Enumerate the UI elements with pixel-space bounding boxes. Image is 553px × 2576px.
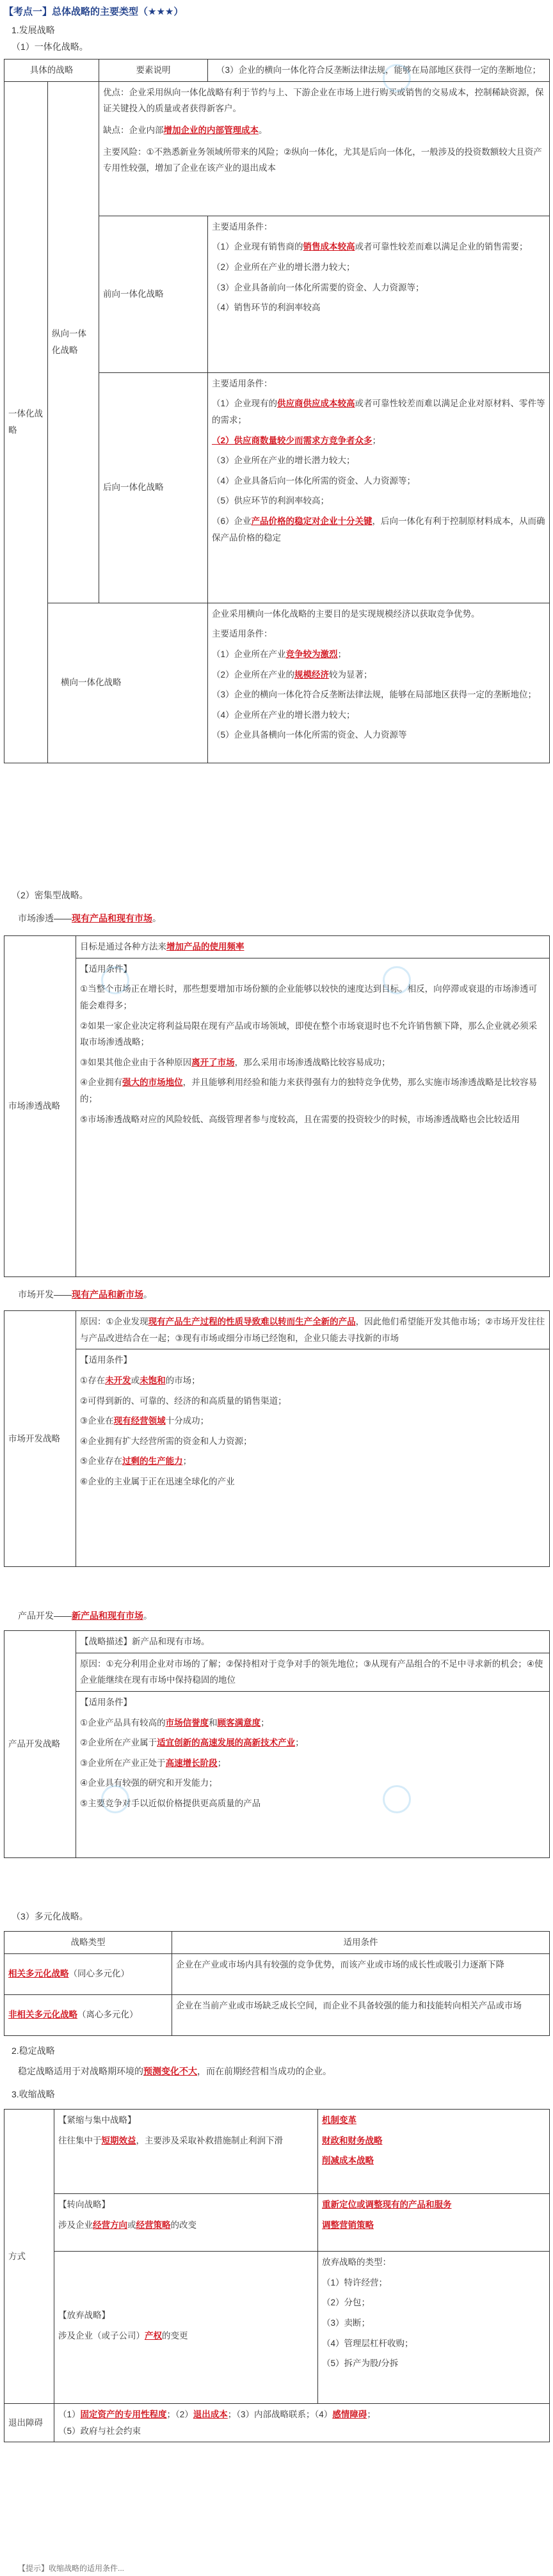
text — [80, 1715, 545, 1731]
text — [80, 1372, 545, 1389]
highlight: 规模经济 — [294, 669, 330, 680]
market-penetration-table — [4, 935, 550, 1277]
text: 【适用条件】 — [80, 964, 132, 974]
table-cell — [318, 2110, 550, 2194]
table-cell — [54, 2194, 318, 2252]
text: （1）企业现有的 — [212, 399, 278, 409]
highlight: 未饱和 — [140, 1375, 166, 1385]
text — [80, 1074, 545, 1107]
text — [58, 2133, 314, 2149]
text: ④企业拥有扩大经营所需的资金和人力资源； — [80, 1436, 252, 1446]
text: ③企业所在产业正处于 — [80, 1758, 166, 1768]
text: ； — [367, 2410, 376, 2419]
text: 的变更 — [162, 2330, 188, 2341]
table-cell — [99, 81, 550, 216]
text — [18, 911, 161, 926]
text: ①存在 — [80, 1375, 106, 1385]
text: ，而在前期经营相当成功的企业。 — [197, 2066, 332, 2076]
strategy-label — [4, 1953, 172, 1994]
text: 优点：企业采用纵向一体化战略有利于节约与上、下游企业在市场上进行购买或销售的交易成本，控制稀缺资源，保证关键投入的质量或者获得新客户。 — [103, 87, 544, 114]
text: 原因：①企业发现 — [80, 1317, 148, 1326]
table-cell: 原因：①充分利用企业对市场的了解；②保持相对于竞争对手的领先地位；③从现有产品组合的不足中寻求新的机会；④使企业能继续在现有市场中保持稳固的地位 — [76, 1653, 550, 1691]
text: （3）企业具备前向一体化所需要的资金、人力资源等； — [212, 282, 424, 292]
text: （2）企业所在产业的增长潜力较大； — [212, 262, 355, 272]
text: ④企业拥有 — [80, 1077, 123, 1088]
highlight: 退出成本 — [193, 2410, 228, 2419]
table-cell — [208, 372, 550, 603]
text — [18, 1609, 152, 1624]
text — [212, 395, 545, 428]
highlight: 现有产品生产过程的性质导致难以转而生产全新的产品 — [148, 1317, 356, 1326]
text — [80, 1735, 545, 1751]
product-development-table — [4, 1630, 550, 1858]
highlight: 未开发 — [105, 1375, 131, 1385]
text: ②如果一家企业决定将利益局限在现有产品或市场领域，即使在整个市场衰退时也不允许销售额下降，那么企业就必须采取市场渗透战略； — [80, 1021, 538, 1047]
page-title: 【考点一】总体战略的主要类型（★★★） — [4, 6, 184, 17]
text: 或者可靠性较差而难以满足企业的销售需要； — [355, 242, 528, 252]
highlight: 增加企业的内部管理成本 — [163, 125, 259, 135]
text: 目标是通过各种方法来 — [80, 942, 166, 951]
text: 或 — [131, 1375, 140, 1385]
text: （4）企业所在产业的增长潜力较大； — [212, 710, 355, 720]
text: ⑥企业的主业属于正在迅速全球化的产业 — [80, 1477, 235, 1487]
text: ①企业产品具有较高的 — [80, 1717, 166, 1728]
text: （5）政府与社会约束 — [58, 2426, 141, 2436]
retrenchment-table — [4, 2109, 550, 2442]
text: （3）卖断； — [322, 2318, 371, 2328]
highlight: 竞争较为激烈 — [285, 649, 338, 659]
text: 缺点：企业内部 — [103, 125, 164, 135]
table-cell — [76, 936, 550, 958]
integration-table — [4, 59, 550, 763]
highlight: 削减成本战略 — [322, 2156, 374, 2166]
text: ③企业在 — [80, 1416, 114, 1426]
text: ； — [372, 435, 381, 445]
text: （4）销售环节的利润率较高 — [212, 303, 321, 313]
strategy-label: 退出障碍 — [4, 2404, 54, 2442]
text: 【适用条件】 — [80, 1355, 132, 1365]
highlight: 经营方向 — [93, 2220, 127, 2230]
text — [212, 646, 545, 663]
text: 企业采用横向一体化战略的主要目的是实现规模经济以获取竞争优势。 — [212, 608, 480, 619]
highlight: 财政和财务战略 — [322, 2135, 383, 2145]
highlight: 产权 — [145, 2330, 162, 2341]
text: 【放弃战略】 — [58, 2310, 110, 2320]
highlight: 调整营销策略 — [322, 2220, 374, 2230]
table-header: 要素说明 — [99, 60, 208, 82]
table-cell — [208, 603, 550, 763]
table-cell — [318, 2194, 550, 2252]
highlight: 顾客满意度 — [217, 1717, 261, 1728]
text: 或 — [127, 2220, 136, 2230]
highlight: 销售成本较高 — [303, 242, 355, 252]
highlight: 强大的市场地位 — [122, 1077, 183, 1088]
text: 【转向战略】 — [58, 2200, 110, 2209]
table-cell: 企业在当前产业或市场缺乏成长空间，而企业不具备较强的能力和技能转向相关产品或市场 — [172, 1994, 550, 2035]
strategy-label: 纵向一体化战略 — [48, 81, 99, 603]
text: 十分成功； — [165, 1416, 209, 1426]
text: 市场渗透—— — [18, 913, 72, 923]
strategy-label: 市场开发战略 — [4, 1311, 76, 1567]
table-cell: 【战略描述】新产品和现有市场。 — [76, 1631, 550, 1653]
highlight: 产品价格的稳定对企业十分关键 — [251, 516, 373, 527]
text — [18, 1287, 152, 1303]
text: ； — [217, 1758, 227, 1768]
highlight: 供应商供应成本较高 — [277, 399, 355, 409]
text: （6）企业 — [212, 516, 252, 527]
text: 市场开发—— — [18, 1289, 72, 1300]
table-cell: 企业在产业或市场内具有较强的竞争优势，而该产业或市场的成长性或吸引力逐渐下降 — [172, 1953, 550, 1994]
text: ③如果其他企业由于各种原因 — [80, 1057, 192, 1067]
text — [80, 1755, 545, 1772]
highlight: 过剩的生产能力 — [122, 1456, 183, 1467]
text — [103, 122, 545, 139]
highlight: 现有产品和新市场 — [72, 1289, 143, 1300]
text: （5）供应环节的利润率较高； — [212, 496, 330, 506]
text: 和 — [209, 1717, 218, 1728]
text — [58, 2217, 314, 2234]
text: （2）企业所在产业的 — [212, 669, 295, 680]
text: 产品开发—— — [18, 1610, 72, 1621]
text: 主要风险：①不熟悉新业务领域所带来的风险；②纵向一体化，尤其是后向一体化，一般涉及的投资数额较大且资产专用性较强，增加了企业在该产业的退出成本 — [103, 147, 542, 173]
text: 或者可靠性较差而难以满足企业对原材料、零件等的需求； — [212, 399, 545, 425]
text: 主要适用条件： — [212, 378, 273, 388]
text: 的改变 — [170, 2220, 196, 2230]
text: （5）企业具备横向一体化所需的资金、人力资源等 — [212, 730, 407, 740]
highlight: 机制变革 — [322, 2115, 357, 2125]
text: 。 — [152, 913, 161, 923]
text: ； — [260, 1717, 269, 1728]
text: 的市场； — [165, 1375, 200, 1385]
text: ，并且能够利用经验和能力来获得强有力的独特竞争优势，那么实施市场渗透战略是比较容易的； — [80, 1077, 538, 1104]
market-development-table — [4, 1310, 550, 1567]
text — [80, 1453, 545, 1470]
text: （3）企业所在产业的增长潜力较大； — [212, 456, 355, 466]
text: ①当整个市场正在增长时，那些想要增加市场份额的企业能够以较快的速度达到目标。相反，向停滞或衰退的市场渗透可能会难得多； — [80, 984, 538, 1010]
text — [58, 2328, 314, 2344]
highlight: 经营策略 — [136, 2220, 171, 2230]
diversification-table — [4, 1931, 550, 2036]
text — [80, 1413, 545, 1429]
text: ；（2） — [166, 2410, 193, 2419]
table-cell — [76, 1349, 550, 1567]
highlight: 感情障碍 — [332, 2410, 367, 2419]
text: ②企业所在产业属于 — [80, 1738, 157, 1748]
subsection-heading: （2）密集型战略。 — [12, 890, 88, 900]
text: 。 — [259, 125, 268, 135]
text: 放弃战略的类型： — [322, 2257, 391, 2267]
text: （1）企业现有销售商的 — [212, 242, 303, 252]
highlight: 非相关多元化战略 — [8, 2010, 77, 2020]
highlight: （2）供应商数量较少而需求方竞争者众多 — [212, 435, 373, 445]
text: ，主要涉及采取补救措施制止利润下滑 — [136, 2135, 283, 2145]
subsection-heading: （1）一体化战略。 — [12, 42, 88, 52]
text: （同心多元化） — [68, 1969, 129, 1979]
table-header: （3）企业的横向一体化符合反垄断法律法规，能够在局部地区获得一定的垄断地位； — [208, 60, 550, 82]
highlight: 固定资产的专用性程度 — [80, 2410, 167, 2419]
text: 较为显著； — [329, 669, 373, 680]
highlight: 现有经营领域 — [113, 1416, 166, 1426]
highlight: 重新定位或调整现有的产品和服务 — [322, 2200, 452, 2209]
table-cell — [208, 216, 550, 372]
text: ②可得到新的、可靠的、经济的和高质量的销售渠道； — [80, 1395, 287, 1406]
strategy-label: 后向一体化战略 — [99, 372, 208, 603]
highlight: 相关多元化战略 — [8, 1969, 69, 1979]
text: 稳定战略适用于对战略期环境的 — [18, 2066, 143, 2076]
text: ⑤市场渗透战略对应的风险较低、高级管理者参与度较高，且在需要的投资较少的时候，市场渗透战略也会比较适用 — [80, 1114, 520, 1124]
text: 往往集中于 — [58, 2135, 102, 2145]
table-cell — [76, 1691, 550, 1857]
table-cell — [54, 2404, 550, 2442]
text: （5）拆产为股/分拆 — [322, 2358, 399, 2369]
highlight: 新产品和现有市场 — [72, 1610, 143, 1621]
strategy-label: 前向一体化战略 — [99, 216, 208, 372]
text — [18, 2064, 332, 2079]
section-heading: 2.稳定战略 — [12, 2046, 55, 2056]
table-header: 战略类型 — [4, 1932, 172, 1954]
text: ⑤主要竞争对手以近似价格提供更高质量的产品 — [80, 1799, 261, 1809]
strategy-label — [4, 1994, 172, 2035]
text: 。 — [143, 1610, 152, 1621]
text: 主要适用条件： — [212, 221, 273, 232]
highlight: 适宜创新的高速发展的高新技术产业 — [157, 1738, 296, 1748]
strategy-label: 一体化战略 — [4, 81, 48, 763]
highlight: 现有产品和现有市场 — [72, 913, 152, 923]
section-heading: 1.发展战略 — [12, 25, 55, 35]
table-cell — [318, 2252, 550, 2404]
text: ；（3）内部战略联系；（4） — [227, 2410, 333, 2419]
highlight: 高速增长阶段 — [165, 1758, 218, 1768]
strategy-label: 横向一体化战略 — [48, 603, 208, 763]
table-header: 适用条件 — [172, 1932, 550, 1954]
subsection-heading: （3）多元化战略。 — [12, 1911, 88, 1921]
text: 涉及企业 — [58, 2220, 93, 2230]
text: （离心多元化） — [77, 2010, 138, 2020]
text: （3）企业的横向一体化符合反垄断法律法规，能够在局部地区获得一定的垄断地位； — [212, 690, 537, 700]
text — [212, 239, 545, 255]
table-header: 具体的战略 — [4, 60, 99, 82]
text: ，因此他们希望能开发其他市场；②市场开发往往与产品改进结合在一起；③现有市场或细分市场已经饱和，企业只能去寻找新的市场 — [80, 1317, 545, 1343]
strategy-label: 方式 — [4, 2110, 54, 2404]
text: 。 — [143, 1289, 152, 1300]
text: （1）企业所在产业 — [212, 649, 286, 659]
table-cell — [76, 1311, 550, 1349]
highlight: 增加产品的使用频率 — [166, 942, 244, 951]
text: 【适用条件】 — [80, 1697, 132, 1707]
text — [212, 433, 545, 449]
text — [212, 513, 545, 546]
text: （1）特许经营； — [322, 2277, 388, 2287]
footer-text: 【提示】收缩战略的适用条件... — [18, 2564, 125, 2573]
strategy-label: 产品开发战略 — [4, 1631, 76, 1858]
text — [80, 1054, 545, 1071]
text: （2）分包； — [322, 2298, 371, 2308]
highlight: 预测变化不大 — [143, 2066, 197, 2076]
text: ； — [337, 649, 347, 659]
text: ，后向一体化有利于控制原材料成本，从而确保产品价格的稳定 — [212, 516, 545, 543]
text: ⑤企业存在 — [80, 1456, 123, 1467]
text: 【紧缩与集中战略】 — [58, 2115, 136, 2125]
text — [212, 667, 545, 683]
text: （4）管理层杠杆收购； — [322, 2338, 413, 2348]
section-heading: 3.收缩战略 — [12, 2089, 55, 2099]
text: ，那么采用市场渗透战略比较容易成功； — [234, 1057, 390, 1067]
text: ； — [182, 1456, 192, 1467]
highlight: 离开了市场 — [191, 1057, 235, 1067]
table-cell — [54, 2110, 318, 2194]
table-cell — [54, 2252, 318, 2404]
text: 主要适用条件： — [212, 629, 273, 639]
highlight: 短期效益 — [101, 2135, 136, 2145]
text: （1） — [58, 2410, 81, 2419]
text: ④企业具有较强的研究和开发能力； — [80, 1778, 218, 1788]
text: 涉及企业（或子公司） — [58, 2330, 145, 2341]
table-cell — [76, 958, 550, 1276]
strategy-label: 市场渗透战略 — [4, 936, 76, 1277]
text: ； — [295, 1738, 304, 1748]
highlight: 市场信誉度 — [165, 1717, 209, 1728]
text: （4）企业具备后向一体化所需的资金、人力资源等； — [212, 475, 416, 486]
